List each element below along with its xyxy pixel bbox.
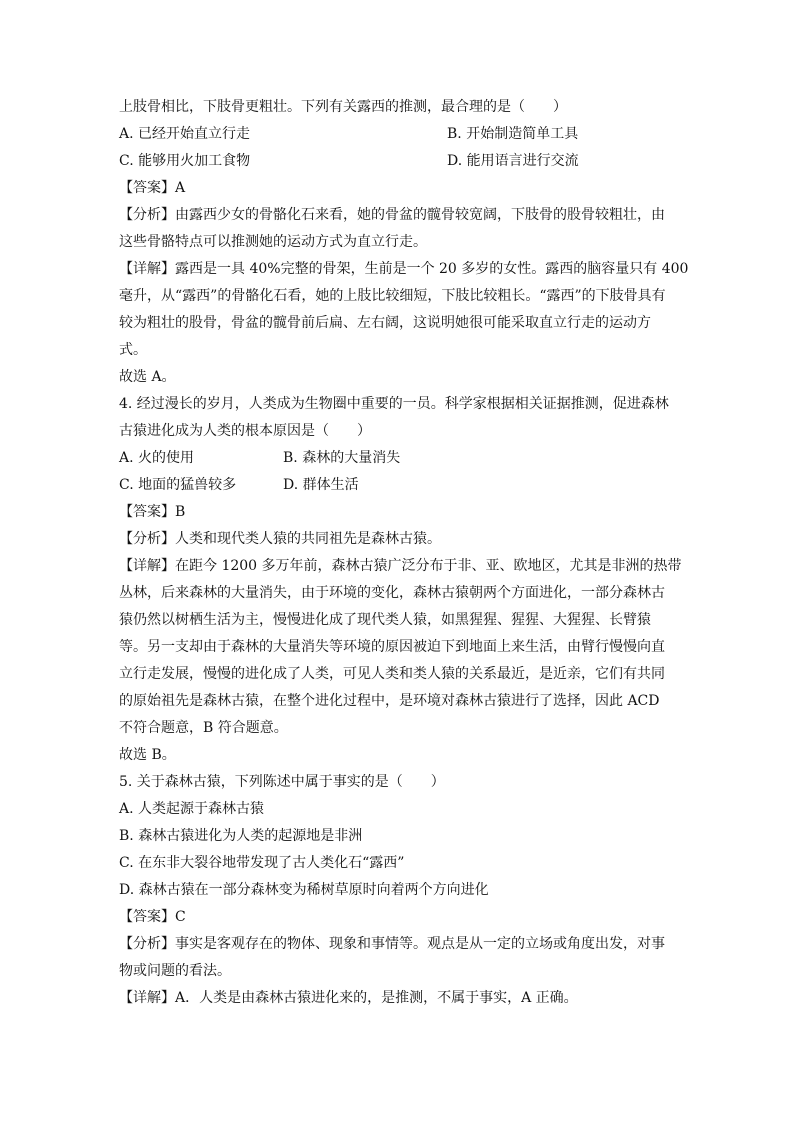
option-row bbox=[119, 472, 679, 499]
option-a: A. 已经开始直立行走 bbox=[119, 126, 251, 142]
text-line: 式。 bbox=[119, 342, 147, 358]
text-line: 不符合题意，B 符合题意。 bbox=[119, 720, 288, 736]
option-row bbox=[119, 121, 679, 148]
answer-line: 【答案】C bbox=[119, 909, 186, 925]
option-a: A. 人类起源于森林古猿 bbox=[119, 801, 265, 817]
text-line: 上肢骨相比，下肢骨更粗壮。下列有关露西的推测，最合理的是（ ） bbox=[119, 99, 567, 115]
choice-line: 故选 B。 bbox=[119, 747, 176, 763]
text-line: 等。另一支却由于森林的大量消失等环境的原因被迫下到地面上来生活，由臂行慢慢向直 bbox=[119, 639, 665, 655]
text-line: 这些骨骼特点可以推测她的运动方式为直立行走。 bbox=[119, 234, 427, 250]
text-line: 丛林，后来森林的大量消失，由于环境的变化，森林古猿朝两个方面进化，一部分森林古 bbox=[119, 585, 665, 601]
answer-line: 【答案】B bbox=[119, 504, 186, 520]
analysis-line: 【分析】事实是客观存在的物体、现象和事情等。观点是从一定的立场或角度出发，对事 bbox=[119, 936, 665, 952]
explanation-line: 【详解】露西是一具 40%完整的骨架，生前是一个 20 多岁的女性。露西的脑容量只有 400 bbox=[119, 261, 689, 277]
answer-line: 【答案】A bbox=[119, 180, 186, 196]
text-line: 古猿进化成为人类的根本原因是（ ） bbox=[119, 423, 371, 439]
choice-line: 故选 A。 bbox=[119, 369, 176, 385]
text-line: 较为粗壮的股骨，骨盆的髋骨前后扁、左右阔，这说明她很可能采取直立行走的运动方 bbox=[119, 315, 651, 331]
option-c: C. 地面的猛兽较多 bbox=[119, 477, 237, 493]
option-d: D. 能用语言进行交流 bbox=[447, 153, 579, 169]
option-row bbox=[119, 148, 679, 175]
option-d: D. 森林古猿在一部分森林变为稀树草原时向着两个方向进化 bbox=[119, 882, 489, 898]
document-body bbox=[119, 94, 689, 1012]
text-line: 立行走发展，慢慢的进化成了人类，可见人类和类人猿的关系最近，是近亲，它们有共同 bbox=[119, 666, 665, 682]
option-b: B. 森林的大量消失 bbox=[283, 450, 401, 466]
option-c: C. 在东非大裂谷地带发现了古人类化石“露西” bbox=[119, 855, 405, 871]
option-d: D. 群体生活 bbox=[283, 477, 359, 493]
analysis-line: 【分析】由露西少女的骨骼化石来看，她的骨盆的髋骨较宽阔，下肢骨的股骨较粗壮，由 bbox=[119, 207, 665, 223]
option-c: C. 能够用火加工食物 bbox=[119, 153, 251, 169]
option-b: B. 开始制造简单工具 bbox=[447, 126, 579, 142]
text-line: 物或问题的看法。 bbox=[119, 963, 231, 979]
text-line: 猿仍然以树栖生活为主，慢慢进化成了现代类人猿，如黑猩猩、猩猩、大猩猩、长臂猿 bbox=[119, 612, 651, 628]
text-line: 毫升，从“露西”的骨骼化石看，她的上肢比较细短，下肢比较粗长。“露西”的下肢骨具有 bbox=[119, 288, 666, 304]
question-5: 5. 关于森林古猿，下列陈述中属于事实的是（ ） bbox=[119, 774, 445, 790]
option-b: B. 森林古猿进化为人类的起源地是非洲 bbox=[119, 828, 363, 844]
question-4: 4. 经过漫长的岁月，人类成为生物圈中重要的一员。科学家根据相关证据推测，促进森林 bbox=[119, 396, 669, 412]
option-row bbox=[119, 445, 679, 472]
option-a: A. 火的使用 bbox=[119, 450, 195, 466]
text-line: 的原始祖先是森林古猿，在整个进化过程中，是环境对森林古猿进行了选择，因此 ACD bbox=[119, 693, 660, 709]
explanation-line: 【详解】在距今 1200 多万年前，森林古猿广泛分布于非、亚、欧地区，尤其是非洲的热带 bbox=[119, 558, 682, 574]
analysis-line: 【分析】人类和现代类人猿的共同祖先是森林古猿。 bbox=[119, 531, 441, 547]
explanation-line: 【详解】A．人类是由森林古猿进化来的，是推测，不属于事实，A 正确。 bbox=[119, 990, 578, 1006]
